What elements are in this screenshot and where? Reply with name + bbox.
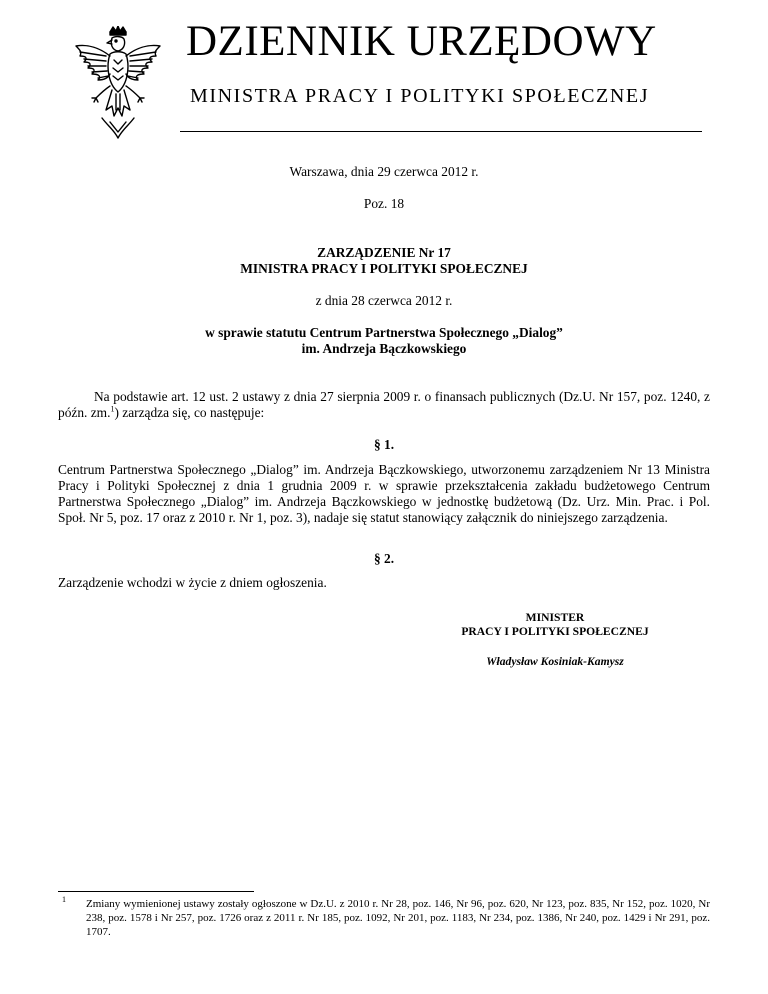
preamble-text: Na podstawie art. 12 ust. 2 ustawy z dnia 27 sierpnia 2009 r. o finansach publicznych (Dz.U. Nr 157, poz. 1240, z późn. zm.: [58, 389, 710, 420]
preamble: [58, 389, 710, 421]
footnote-text: Zmiany wymienionej ustawy zostały ogłoszone w Dz.U. z 2010 r. Nr 28, poz. 146, Nr 96, poz. 620, Nr 123, poz. 835, Nr 152, poz. 1020, Nr 238, poz. 1578 i Nr 257, poz. 1726 oraz z 2011 r. Nr 185, poz. 1092, Nr 201, poz. 1183, Nr 234, poz. 1386, Nr 240, poz. 1429 i Nr 291, poz. 1707.: [86, 898, 710, 938]
eagle-emblem-icon: [66, 26, 170, 144]
act-title-line1: ZARZĄDZENIE Nr 17: [317, 245, 451, 260]
preamble-text-end: ) zarządza się, co następuje:: [114, 405, 265, 420]
signatory-name: Władysław Kosiniak-Kamysz: [486, 655, 624, 668]
section-1-heading: § 1.: [373, 437, 395, 452]
act-subject-line2: im. Andrzeja Bączkowskiego: [301, 341, 467, 356]
masthead-divider: [180, 131, 702, 132]
footnote-reference: 1: [110, 404, 115, 414]
footnote-mark: 1: [62, 895, 66, 904]
masthead-subtitle: MINISTRA PRACY I POLITYKI SPOŁECZNEJ: [190, 85, 650, 107]
signature-office-line1: MINISTER: [525, 611, 585, 624]
masthead-title: DZIENNIK URZĘDOWY: [186, 18, 657, 65]
section-2-heading: § 2.: [373, 551, 395, 566]
signature-office-line2: PRACY I POLITYKI SPOŁECZNEJ: [461, 625, 649, 638]
footnote-divider: [58, 891, 254, 892]
position-number: Poz. 18: [363, 196, 405, 211]
section-2-text: Zarządzenie wchodzi w życie z dniem ogłoszenia.: [58, 575, 327, 590]
section-1-text: Centrum Partnerstwa Społecznego „Dialog” im. Andrzeja Bączkowskiego, utworzonemu zarządzeniem Nr 13 Ministra Pracy i Polityki Społecznej z dnia 1 grudnia 2009 r. w sprawie przekształcenia zakładu budżetowego Centrum Partnerstwa Społecznego „Dialog” im. Andrzeja Bączkowskiego w jednostkę budżetową (Dz. Urz. Min. Prac. i Pol. Społ. Nr 5, poz. 17 oraz z 2010 r. Nr 1, poz. 3), nadaje się statut stanowiący załącznik do niniejszego zarządzenia.: [58, 462, 710, 525]
act-date: z dnia 28 czerwca 2012 r.: [315, 293, 453, 308]
act-subject-line1: w sprawie statutu Centrum Partnerstwa Społecznego „Dialog”: [205, 325, 563, 340]
act-title-line2: MINISTRA PRACY I POLITYKI SPOŁECZNEJ: [240, 261, 528, 276]
place-date: Warszawa, dnia 29 czerwca 2012 r.: [289, 164, 479, 179]
